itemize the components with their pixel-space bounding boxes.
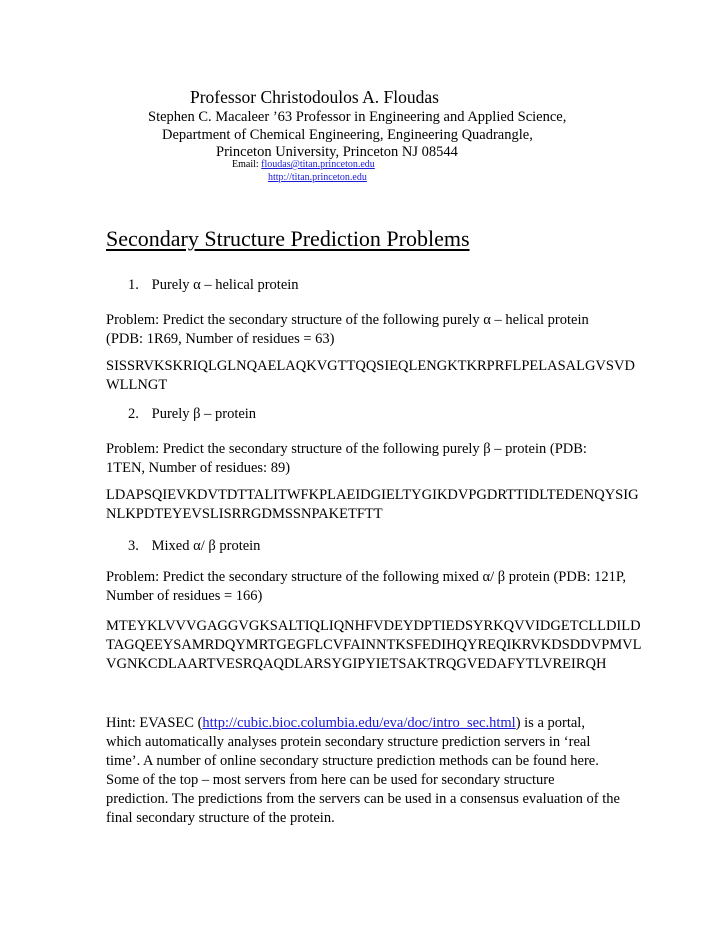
evasec-link[interactable]: http://cubic.bioc.columbia.edu/eva/doc/intro_sec.html	[202, 715, 516, 731]
email-link[interactable]: floudas@titan.princeton.edu	[261, 159, 375, 170]
email-line	[232, 159, 375, 171]
hint-body: ) is a portal, which automatically analyses protein secondary structure prediction servers in ‘real time’. A number of online secondary structure prediction methods can be found here. Some of the top – most servers from here can be used for secondary structure prediction. The predictions from the servers can be used in a consensus evaluation of the final secondary structure of the protein.	[106, 715, 620, 826]
problem-2-heading	[128, 405, 256, 424]
problem-2-number: 2.	[128, 406, 139, 422]
problem-1-text: Problem: Predict the secondary structure of the following purely α – helical protein (PDB: 1R69, Number of residues = 63)	[106, 312, 589, 347]
problem-1-number: 1.	[128, 277, 139, 293]
address-line-1: Stephen C. Macaleer ’63 Professor in Engineering and Applied Science,	[148, 109, 567, 125]
url-line	[268, 172, 367, 184]
hint-prefix: Hint: EVASEC (	[106, 715, 203, 731]
problem-3-heading-text: Mixed α/ β protein	[151, 538, 261, 554]
author-name: Professor Christodoulos A. Floudas	[190, 87, 439, 107]
problem-2-text: Problem: Predict the secondary structure of the following purely β – protein (PDB: 1TEN, Number of residues: 89)	[106, 441, 587, 476]
problem-3-sequence: MTEYKLVVVGAGGVGKSALTIQLIQNHFVDEYDPTIEDSYRKQVVIDGETCLLDILDTAGQEEYSAMRDQYMRTGEGFLCVFAINNTKSFEDIHQYREQIKRVKDSDDVPMVLVGNKCDLAARTVESRQAQDLARSYGIPYIETSAKTRQGVEDAFYTLVREIRQH	[106, 618, 642, 672]
problem-3-text: Problem: Predict the secondary structure of the following mixed α/ β protein (PDB: 121P, Number of residues = 166)	[106, 569, 626, 604]
hint-paragraph	[106, 714, 620, 828]
problem-2-heading-text: Purely β – protein	[151, 406, 257, 422]
email-label: Email:	[232, 159, 262, 170]
document-title: Secondary Structure Prediction Problems	[106, 226, 470, 251]
address-line-3: Princeton University, Princeton NJ 08544	[216, 144, 458, 160]
problem-3-number: 3.	[128, 538, 139, 554]
homepage-link[interactable]: http://titan.princeton.edu	[268, 172, 367, 183]
problem-2-sequence: LDAPSQIEVKDVTDTTALITWFKPLAEIDGIELTYGIKDVPGDRTTIDLTEDENQYSIGNLKPDTEYEVSLISRRGDMSSNPAKETFTT	[106, 487, 639, 522]
problem-1-sequence: SISSRVKSKRIQLGLNQAELAQKVGTTQQSIEQLENGKTKRPRFLPELASALGVSVDWLLNGT	[106, 358, 635, 393]
problem-1-heading-text: Purely α – helical protein	[151, 277, 299, 293]
address-line-2: Department of Chemical Engineering, Engineering Quadrangle,	[162, 127, 533, 143]
problem-3-heading	[128, 537, 260, 556]
problem-1-heading	[128, 276, 299, 295]
